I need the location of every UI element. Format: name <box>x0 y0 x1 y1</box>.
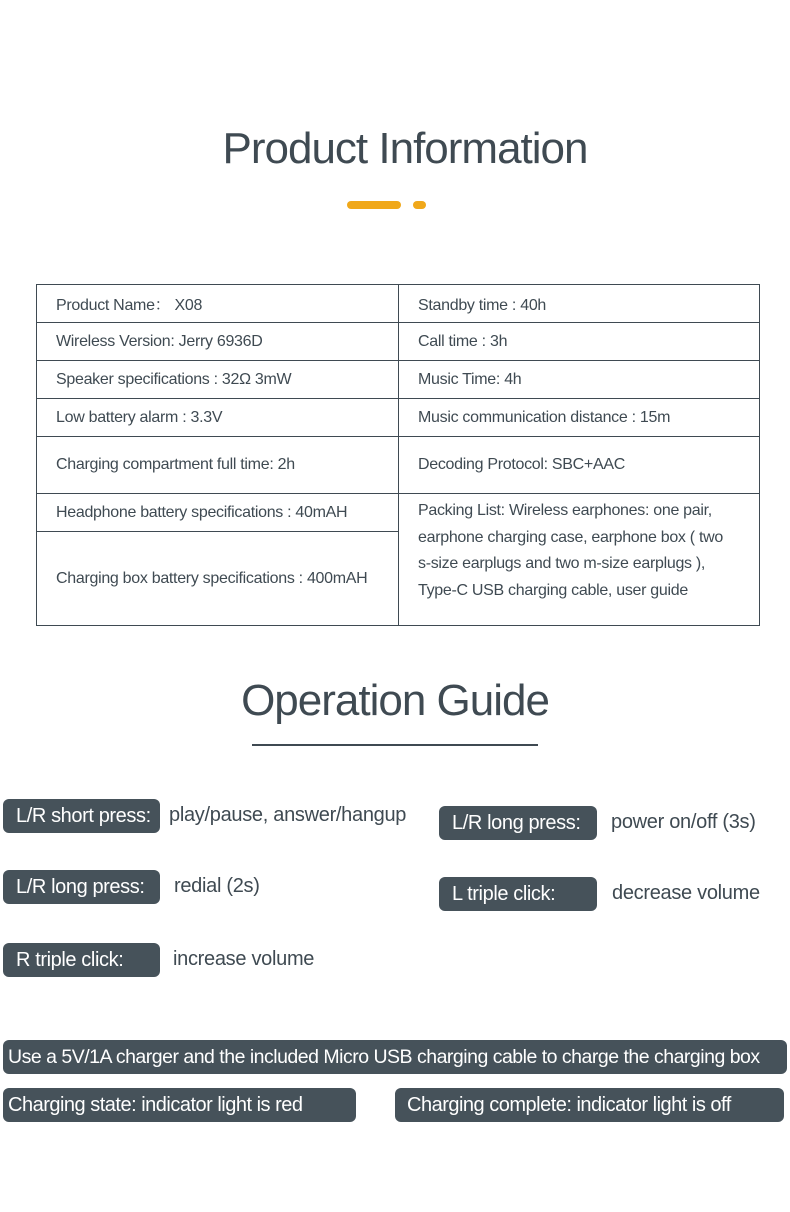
op-label-long-press-redial: L/R long press: <box>3 870 160 904</box>
spec-table <box>36 284 760 626</box>
op-desc-short-press: play/pause, answer/hangup <box>169 803 407 826</box>
spec-distance: Music communication distance : 15m <box>418 408 671 426</box>
spec-wireless-version: Wireless Version: Jerry 6936D <box>56 332 263 350</box>
spec-call-time: Call time : 3h <box>418 332 508 350</box>
packing-line: earphone charging case, earphone box ( two <box>418 528 723 546</box>
spec-standby-time: Standby time : 40h <box>418 296 547 314</box>
op-label-long-press-power: L/R long press: <box>439 806 597 840</box>
op-label-l-triple-click: L triple click: <box>439 877 597 911</box>
spec-product-name: Product Name： X08 <box>56 297 203 314</box>
spec-packing-list <box>399 494 760 625</box>
spec-speaker: Speaker specifications : 32Ω 3mW <box>56 370 292 388</box>
accent-dash-short <box>413 201 426 209</box>
accent-dash-long <box>347 201 401 209</box>
packing-line: s-size earplugs and two m-size earplugs ), <box>418 555 706 572</box>
spec-low-battery: Low battery alarm : 3.3V <box>56 408 223 426</box>
product-information-title: Product Information <box>222 124 588 173</box>
spec-headphone-battery: Headphone battery specifications : 40mAH <box>56 503 348 521</box>
charging-state-bar: Charging state: indicator light is red <box>3 1088 356 1122</box>
op-desc-r-triple-click: increase volume <box>173 947 315 970</box>
op-desc-l-triple-click: decrease volume <box>612 881 760 904</box>
op-desc-long-press-power: power on/off (3s) <box>611 810 756 833</box>
spec-box-battery: Charging box battery specifications : 400mAH <box>56 569 368 587</box>
spec-decoding: Decoding Protocol: SBC+AAC <box>418 456 625 473</box>
op-label-r-triple-click: R triple click: <box>3 943 160 977</box>
spec-music-time: Music Time: 4h <box>418 370 522 388</box>
packing-line: Packing List: Wireless earphones: one pair, <box>418 502 712 519</box>
op-desc-long-press-redial: redial (2s) <box>174 874 260 897</box>
op-label-short-press: L/R short press: <box>3 799 160 833</box>
charging-instruction-bar: Use a 5V/1A charger and the included Micro USB charging cable to charge the charging box <box>3 1040 787 1074</box>
charging-complete-bar: Charging complete: indicator light is off <box>395 1088 784 1122</box>
operation-guide-title: Operation Guide <box>241 676 549 725</box>
spec-charging-time: Charging compartment full time: 2h <box>56 456 295 473</box>
packing-line: Type-C USB charging cable, user guide <box>418 581 688 599</box>
operation-title-underline <box>252 744 538 746</box>
